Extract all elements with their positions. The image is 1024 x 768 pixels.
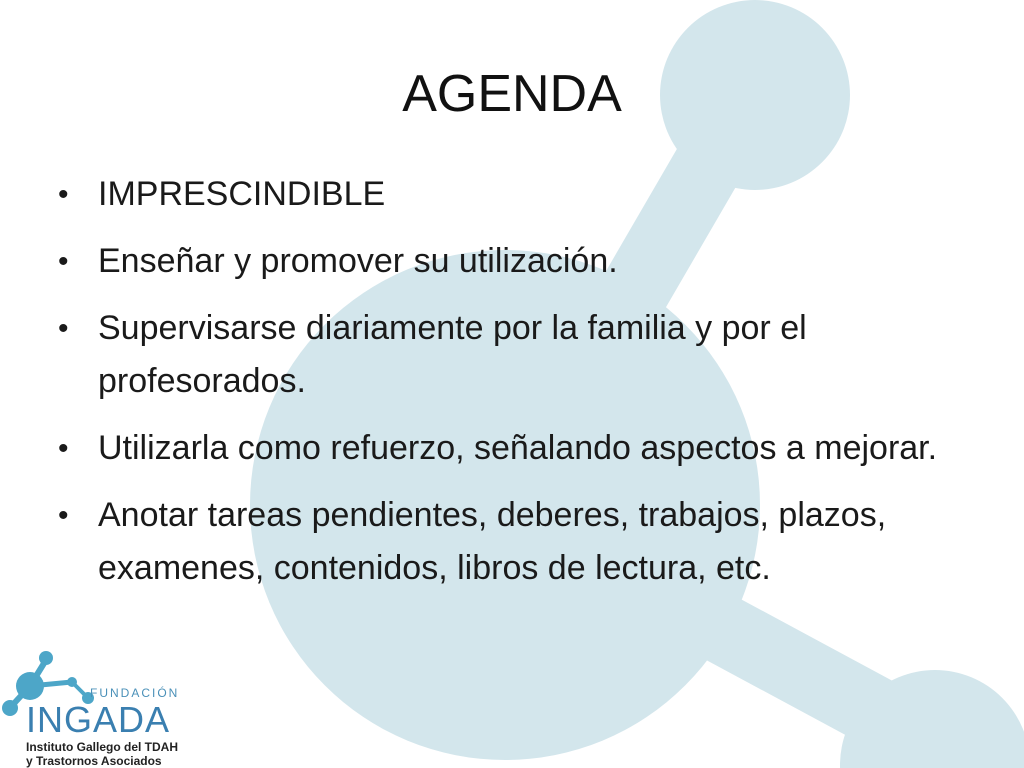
slide-title: AGENDA (402, 65, 622, 123)
bullet-dot-icon: • (58, 312, 69, 345)
bullet-item (52, 235, 972, 288)
bullet-item (52, 489, 972, 595)
bullet-text: Supervisarse diariamente por la familia y por el profesorados. (98, 309, 807, 400)
bullet-item (52, 302, 972, 408)
logo-name-text: INGADA (26, 699, 171, 740)
bullet-text: IMPRESCINDIBLE (98, 175, 386, 213)
bullet-text: Utilizarla como refuerzo, señalando aspectos a mejorar. (98, 429, 938, 467)
bullet-item (52, 168, 972, 221)
logo-subtitle-line1: Instituto Gallego del TDAH (26, 740, 178, 754)
bullet-dot-icon: • (58, 499, 69, 532)
bullet-dot-icon: • (58, 432, 69, 465)
logo-fundacion-text: FUNDACIÓN (90, 686, 180, 700)
bullet-list (52, 168, 972, 609)
bullet-item (52, 422, 972, 475)
bullet-text: Anotar tareas pendientes, deberes, trabajos, plazos, examenes, contenidos, libros de lectura, etc. (98, 496, 887, 587)
bullet-text: Enseñar y promover su utilización. (98, 242, 618, 280)
logo-subtitle-line2: y Trastornos Asociados (26, 754, 162, 768)
bullet-dot-icon: • (58, 178, 69, 211)
bullet-dot-icon: • (58, 245, 69, 278)
